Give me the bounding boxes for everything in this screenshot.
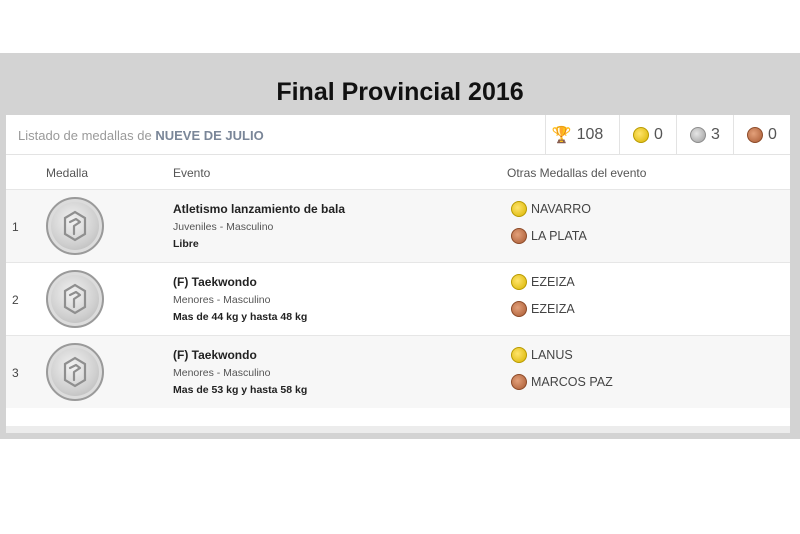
bronze-medals-count: 0 bbox=[768, 126, 777, 143]
row-index: 2 bbox=[12, 293, 19, 307]
event-name: Atletismo lanzamiento de bala bbox=[173, 202, 346, 216]
gold-medal-icon bbox=[511, 201, 527, 217]
column-header-event: Evento bbox=[173, 166, 211, 180]
bronze-medal-icon bbox=[511, 228, 527, 244]
column-header-others: Otras Medallas del evento bbox=[507, 166, 647, 180]
other-medal-club: EZEIZA bbox=[531, 275, 575, 289]
other-medal-entry bbox=[511, 374, 613, 390]
event-category: Menores - Masculino bbox=[173, 367, 271, 379]
gold-medal-icon bbox=[633, 127, 649, 143]
other-medal-club: NAVARRO bbox=[531, 202, 591, 216]
gold-medal-icon bbox=[511, 274, 527, 290]
table-row bbox=[6, 335, 790, 408]
gold-medals-count: 0 bbox=[654, 126, 663, 143]
other-medal-club: EZEIZA bbox=[531, 302, 575, 316]
total-medals-stat bbox=[545, 115, 609, 155]
table-row bbox=[6, 189, 790, 262]
event-name: (F) Taekwondo bbox=[173, 348, 257, 362]
silver-medal-icon bbox=[46, 343, 104, 401]
event-name: (F) Taekwondo bbox=[173, 275, 257, 289]
other-medal-entry bbox=[511, 347, 573, 363]
club-name: NUEVE DE JULIO bbox=[155, 128, 264, 143]
row-index: 3 bbox=[12, 366, 19, 380]
table-row bbox=[6, 262, 790, 335]
bronze-medals-stat bbox=[733, 115, 790, 155]
other-medal-club: MARCOS PAZ bbox=[531, 375, 613, 389]
event-category: Menores - Masculino bbox=[173, 294, 271, 306]
summary-prefix: Listado de medallas de bbox=[18, 128, 152, 143]
event-detail: Mas de 53 kg y hasta 58 kg bbox=[173, 384, 308, 396]
bronze-medal-icon bbox=[511, 301, 527, 317]
silver-medal-icon bbox=[46, 197, 104, 255]
other-medal-club: LANUS bbox=[531, 348, 573, 362]
trophy-icon: 🏆 bbox=[551, 127, 572, 144]
silver-medal-icon bbox=[690, 127, 706, 143]
other-medal-club: LA PLATA bbox=[531, 229, 587, 243]
other-medal-entry bbox=[511, 274, 575, 290]
card-footer bbox=[6, 426, 790, 433]
total-medals-count: 108 bbox=[576, 126, 604, 143]
bronze-medal-icon bbox=[747, 127, 763, 143]
other-medal-entry bbox=[511, 201, 591, 217]
gold-medals-stat bbox=[619, 115, 676, 155]
silver-medals-stat bbox=[676, 115, 733, 155]
gold-medal-icon bbox=[511, 347, 527, 363]
other-medal-entry bbox=[511, 301, 575, 317]
event-category: Juveniles - Masculino bbox=[173, 221, 274, 233]
silver-medal-icon bbox=[46, 270, 104, 328]
bronze-medal-icon bbox=[511, 374, 527, 390]
summary-header bbox=[6, 115, 790, 155]
page-title: Final Provincial 2016 bbox=[276, 78, 524, 106]
silver-medals-count: 3 bbox=[711, 126, 720, 143]
column-header-medal: Medalla bbox=[46, 166, 89, 180]
other-medal-entry bbox=[511, 228, 587, 244]
medal-table-card bbox=[6, 115, 790, 426]
event-detail: Libre bbox=[173, 238, 199, 250]
event-detail: Mas de 44 kg y hasta 48 kg bbox=[173, 311, 308, 323]
row-index: 1 bbox=[12, 220, 19, 234]
summary-text bbox=[18, 128, 264, 143]
